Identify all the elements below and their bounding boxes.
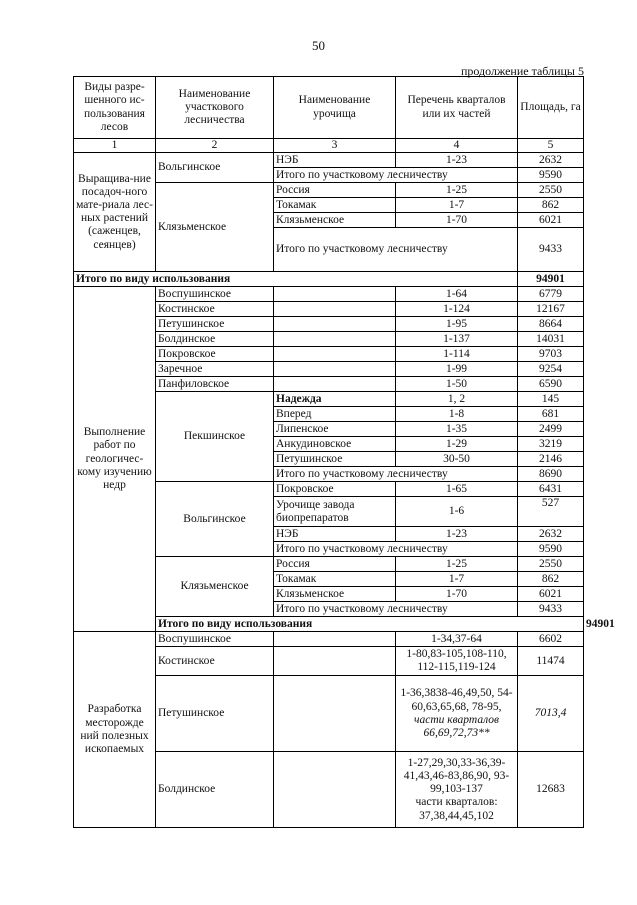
col-num: 2	[156, 139, 274, 153]
area-cell: 9433	[518, 602, 584, 617]
tract-cell	[274, 752, 396, 828]
partial-quarters-note: части кварталов 66,69,72,73**	[413, 713, 499, 739]
tract-cell: Россия	[274, 183, 396, 198]
tract-cell	[274, 362, 396, 377]
quarters-cell: 1-23	[396, 527, 518, 542]
quarters-cell: 1-23	[396, 153, 518, 168]
quarters-cell: 1-95	[396, 317, 518, 332]
district-cell: Заречное	[156, 362, 274, 377]
table-header-row	[74, 77, 584, 139]
tract-cell: Покровское	[274, 482, 396, 497]
district-cell: Воспушинское	[156, 287, 274, 302]
quarters-list: 1-27,29,30,33-36,39-41,43,46-83,86,90, 93-99,103-137	[403, 756, 510, 796]
tract-cell	[274, 632, 396, 647]
column-number-row	[74, 139, 584, 153]
district-cell: Панфиловское	[156, 377, 274, 392]
area-cell: 2632	[518, 527, 584, 542]
use-type-cell: Разработка месторожде ний полезных ископаемых	[74, 632, 156, 828]
area-cell: 11474	[518, 647, 584, 676]
table-row	[74, 632, 584, 647]
quarters-cell: 1-137	[396, 332, 518, 347]
table-row	[74, 153, 584, 168]
area-cell: 6021	[518, 213, 584, 228]
district-cell: Костинское	[156, 302, 274, 317]
quarters-cell: 1-70	[396, 213, 518, 228]
section-total-row	[74, 272, 584, 287]
area-cell: 6431	[518, 482, 584, 497]
quarters-cell: 1-114	[396, 347, 518, 362]
area-cell: 6602	[518, 632, 584, 647]
use-type-cell: Выполнение работ по геологичес-кому изучению недр	[74, 287, 156, 632]
header-tract: Наименование урочища	[274, 77, 396, 139]
table-continuation-note: продолжение таблицы 5	[460, 64, 584, 78]
tract-cell: Урочище завода биопрепаратов	[274, 497, 396, 527]
quarters-cell: 1-64	[396, 287, 518, 302]
tract-cell: НЭБ	[274, 153, 396, 168]
tract-cell: НЭБ	[274, 527, 396, 542]
header-use-type: Виды разре-шенного ис-пользования лесов	[74, 77, 156, 139]
district-cell: Клязьменское	[156, 183, 274, 272]
area-cell: 3219	[518, 437, 584, 452]
district-cell: Вольгинское	[156, 482, 274, 557]
area-cell: 862	[518, 198, 584, 213]
subtotal-label: Итого по участковому лесничеству	[274, 228, 518, 272]
area-cell: 2146	[518, 452, 584, 467]
tract-cell: Токамак	[274, 572, 396, 587]
quarters-cell: 1, 2	[396, 392, 518, 407]
quarters-cell: 1-29	[396, 437, 518, 452]
tract-cell: Надежда	[274, 392, 396, 407]
tract-cell	[274, 647, 396, 676]
tract-cell: Клязьменское	[274, 587, 396, 602]
page-number: 50	[312, 38, 325, 53]
tract-cell: Липенское	[274, 422, 396, 437]
district-cell: Петушинское	[156, 317, 274, 332]
tract-cell: Вперед	[274, 407, 396, 422]
quarters-cell: 1-99	[396, 362, 518, 377]
quarters-cell: 1-25	[396, 183, 518, 198]
quarters-cell: 30-50	[396, 452, 518, 467]
area-cell: 2632	[518, 153, 584, 168]
use-type-cell: Выращива-ние посадоч-ного мате-риала лес-ных растений (саженцев, сеянцев)	[74, 153, 156, 272]
quarters-cell: 1-80,83-105,108-110, 112-115,119-124	[396, 647, 518, 676]
subtotal-label: Итого по участковому лесничеству	[274, 467, 518, 482]
area-cell: 8690	[518, 467, 584, 482]
header-district: Наименование участкового лесничества	[156, 77, 274, 139]
area-cell: 9590	[518, 542, 584, 557]
area-cell: 2499	[518, 422, 584, 437]
tract-cell: Петушинское	[274, 452, 396, 467]
area-cell: 681	[518, 407, 584, 422]
district-cell: Покровское	[156, 347, 274, 362]
area-cell: 9254	[518, 362, 584, 377]
header-quarters: Перечень кварталов или их частей	[396, 77, 518, 139]
district-cell: Петушинское	[156, 676, 274, 752]
area-cell: 14031	[518, 332, 584, 347]
section-total-row: Итого по виду использования 94901	[74, 617, 584, 632]
partial-quarters-note: части кварталов: 37,38,44,45,102	[415, 796, 498, 822]
area-cell: 12683	[518, 752, 584, 828]
quarters-cell: 1-7	[396, 572, 518, 587]
tract-cell	[274, 317, 396, 332]
quarters-cell: 1-7	[396, 198, 518, 213]
section-total-label: Итого по виду использования	[74, 272, 518, 287]
quarters-cell: 1-124	[396, 302, 518, 317]
area-cell: 862	[518, 572, 584, 587]
subtotal-label: Итого по участковому лесничеству	[274, 602, 518, 617]
district-cell: Клязьменское	[156, 557, 274, 617]
quarters-cell: 1-70	[396, 587, 518, 602]
area-cell: 6590	[518, 377, 584, 392]
quarters-cell	[396, 676, 518, 752]
tract-cell	[274, 676, 396, 752]
subtotal-label: Итого по участковому лесничеству	[274, 168, 518, 183]
district-cell: Воспушинское	[156, 632, 274, 647]
quarters-cell: 1-35	[396, 422, 518, 437]
tract-cell	[274, 347, 396, 362]
area-cell: 7013,4	[518, 676, 584, 752]
quarters-cell: 1-6	[396, 497, 518, 527]
quarters-cell: 1-25	[396, 557, 518, 572]
tract-cell: Россия	[274, 557, 396, 572]
area-cell: 9703	[518, 347, 584, 362]
tract-cell: Токамак	[274, 198, 396, 213]
district-cell: Вольгинское	[156, 153, 274, 183]
area-cell: 9433	[518, 228, 584, 272]
quarters-cell	[396, 752, 518, 828]
quarters-list: 1-36,3838-46,49,50, 54-60,63,65,68, 78-95,	[400, 687, 513, 713]
tract-cell	[274, 302, 396, 317]
quarters-cell: 1-34,37-64	[396, 632, 518, 647]
tract-cell	[274, 377, 396, 392]
area-cell: 145	[518, 392, 584, 407]
area-cell: 2550	[518, 557, 584, 572]
col-num: 5	[518, 139, 584, 153]
district-cell: Болдинское	[156, 332, 274, 347]
col-num: 1	[74, 139, 156, 153]
area-cell: 527	[518, 497, 584, 527]
header-area: Площадь, га	[518, 77, 584, 139]
table-row	[74, 287, 584, 302]
col-num: 3	[274, 139, 396, 153]
tract-cell: Анкудиновское	[274, 437, 396, 452]
forest-use-table	[73, 76, 615, 828]
quarters-cell: 1-65	[396, 482, 518, 497]
district-cell: Пекшинское	[156, 392, 274, 482]
tract-cell	[274, 332, 396, 347]
tract-cell: Клязьменское	[274, 213, 396, 228]
subtotal-label: Итого по участковому лесничеству	[274, 542, 518, 557]
area-cell: 8664	[518, 317, 584, 332]
col-num: 4	[396, 139, 518, 153]
tract-cell	[274, 287, 396, 302]
area-cell: 9590	[518, 168, 584, 183]
area-cell: 6021	[518, 587, 584, 602]
section-total-label: Итого по виду использования	[156, 617, 584, 632]
area-cell: 12167	[518, 302, 584, 317]
quarters-cell: 1-8	[396, 407, 518, 422]
district-cell: Костинское	[156, 647, 274, 676]
area-cell: 2550	[518, 183, 584, 198]
area-cell: 6779	[518, 287, 584, 302]
section-total-area: 94901	[518, 272, 584, 287]
quarters-cell: 1-50	[396, 377, 518, 392]
district-cell: Болдинское	[156, 752, 274, 828]
